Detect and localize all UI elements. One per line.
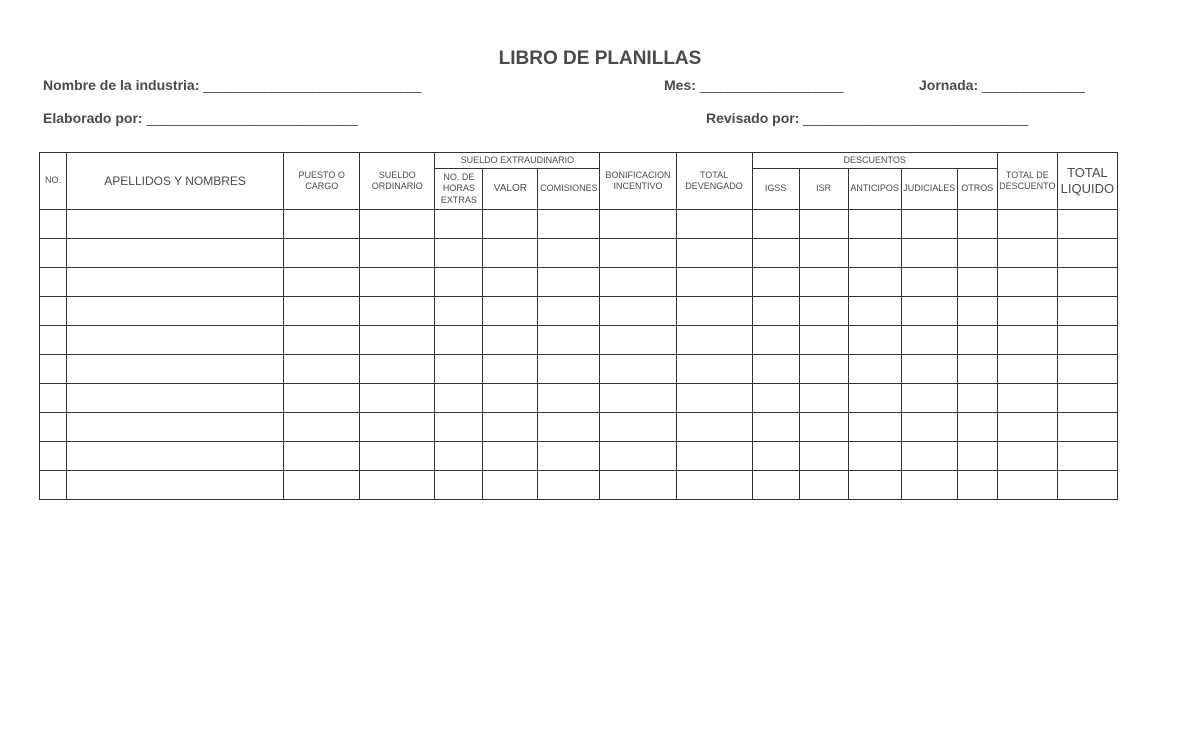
jornada-field[interactable]	[919, 77, 1084, 93]
table-cell[interactable]	[957, 210, 997, 239]
table-cell[interactable]	[997, 355, 1057, 384]
table-cell[interactable]	[848, 384, 901, 413]
table-cell[interactable]	[538, 413, 600, 442]
table-cell[interactable]	[676, 384, 752, 413]
table-cell[interactable]	[848, 268, 901, 297]
table-cell[interactable]	[1057, 297, 1117, 326]
table-cell[interactable]	[284, 384, 360, 413]
table-cell[interactable]	[284, 471, 360, 500]
table-cell[interactable]	[600, 326, 676, 355]
table-cell[interactable]	[1057, 268, 1117, 297]
table-cell[interactable]	[67, 442, 284, 471]
table-cell[interactable]	[360, 210, 435, 239]
table-cell[interactable]	[848, 297, 901, 326]
mes-blank-line: _____________________	[699, 77, 843, 93]
table-row	[40, 413, 1118, 442]
header-valor: VALOR	[483, 169, 538, 210]
table-cell[interactable]	[67, 239, 284, 268]
table-cell[interactable]	[799, 326, 848, 355]
table-cell[interactable]	[435, 442, 483, 471]
table-cell[interactable]	[483, 471, 538, 500]
table-cell[interactable]	[752, 239, 799, 268]
table-cell[interactable]	[1057, 384, 1117, 413]
header-descuentos: DESCUENTOS	[752, 153, 997, 169]
table-row	[40, 210, 1118, 239]
table-cell[interactable]	[67, 326, 284, 355]
table-cell[interactable]	[40, 442, 67, 471]
table-cell[interactable]	[435, 471, 483, 500]
table-cell[interactable]	[752, 326, 799, 355]
table-row	[40, 384, 1118, 413]
table-cell[interactable]	[284, 355, 360, 384]
table-cell[interactable]	[752, 210, 799, 239]
table-cell[interactable]	[600, 239, 676, 268]
table-cell[interactable]	[67, 268, 284, 297]
table-cell[interactable]	[67, 384, 284, 413]
table-cell[interactable]	[435, 239, 483, 268]
industria-field[interactable]	[43, 77, 420, 93]
table-cell[interactable]	[997, 442, 1057, 471]
table-cell[interactable]	[600, 268, 676, 297]
table-cell[interactable]	[483, 326, 538, 355]
table-cell[interactable]	[848, 413, 901, 442]
table-cell[interactable]	[848, 355, 901, 384]
table-cell[interactable]	[997, 268, 1057, 297]
table-cell[interactable]	[997, 384, 1057, 413]
table-cell[interactable]	[901, 413, 957, 442]
header-judiciales: JUDICIALES	[901, 169, 957, 210]
table-cell[interactable]	[957, 442, 997, 471]
table-cell[interactable]	[997, 210, 1057, 239]
table-cell[interactable]	[40, 355, 67, 384]
table-cell[interactable]	[538, 471, 600, 500]
industria-blank-line: ________________________________	[203, 77, 421, 93]
table-cell[interactable]	[901, 268, 957, 297]
table-cell[interactable]	[997, 239, 1057, 268]
table-cell[interactable]	[1057, 471, 1117, 500]
table-cell[interactable]	[360, 471, 435, 500]
table-cell[interactable]	[799, 384, 848, 413]
table-cell[interactable]	[483, 239, 538, 268]
table-cell[interactable]	[1057, 355, 1117, 384]
table-cell[interactable]	[360, 413, 435, 442]
mes-label: Mes:	[664, 77, 696, 93]
table-cell[interactable]	[360, 355, 435, 384]
table-cell[interactable]	[360, 239, 435, 268]
table-cell[interactable]	[799, 355, 848, 384]
table-cell[interactable]	[901, 471, 957, 500]
table-cell[interactable]	[538, 239, 600, 268]
table-row	[40, 326, 1118, 355]
table-cell[interactable]	[957, 384, 997, 413]
header-comisiones: COMISIONES	[538, 169, 600, 210]
table-cell[interactable]	[284, 210, 360, 239]
table-cell[interactable]	[40, 239, 67, 268]
jornada-blank-line: _______________	[982, 77, 1084, 93]
header-sueldo-ordinario: SUELDO ORDINARIO	[360, 153, 435, 210]
header-anticipos: ANTICIPOS	[848, 169, 901, 210]
header-puesto: PUESTO O CARGO	[284, 153, 360, 210]
table-cell[interactable]	[600, 210, 676, 239]
table-cell[interactable]	[799, 471, 848, 500]
table-cell[interactable]	[676, 297, 752, 326]
table-cell[interactable]	[284, 326, 360, 355]
payroll-table	[39, 152, 1118, 500]
table-cell[interactable]	[848, 471, 901, 500]
table-cell[interactable]	[40, 384, 67, 413]
table-cell[interactable]	[600, 297, 676, 326]
table-cell[interactable]	[40, 210, 67, 239]
table-cell[interactable]	[848, 210, 901, 239]
table-cell[interactable]	[752, 268, 799, 297]
table-cell[interactable]	[848, 239, 901, 268]
table-cell[interactable]	[538, 210, 600, 239]
table-cell[interactable]	[67, 210, 284, 239]
table-cell[interactable]	[752, 355, 799, 384]
table-cell[interactable]	[284, 442, 360, 471]
table-cell[interactable]	[957, 268, 997, 297]
industria-label: Nombre de la industria:	[43, 77, 200, 93]
table-cell[interactable]	[360, 384, 435, 413]
table-cell[interactable]	[901, 210, 957, 239]
header-total-descuento: TOTAL DE DESCUENTO	[997, 153, 1057, 210]
header-horas-extras: NO. DE HORAS EXTRAS	[435, 169, 483, 210]
jornada-label: Jornada:	[919, 77, 979, 93]
table-cell[interactable]	[676, 239, 752, 268]
table-cell[interactable]	[799, 239, 848, 268]
table-cell[interactable]	[752, 413, 799, 442]
table-cell[interactable]	[957, 297, 997, 326]
header-bonificacion: BONIFICACION INCENTIVO	[600, 153, 676, 210]
table-cell[interactable]	[752, 442, 799, 471]
table-cell[interactable]	[799, 297, 848, 326]
table-cell[interactable]	[360, 442, 435, 471]
elaborado-blank-line: _______________________________	[146, 110, 357, 126]
table-cell[interactable]	[483, 210, 538, 239]
table-cell[interactable]	[600, 442, 676, 471]
table-cell[interactable]	[435, 326, 483, 355]
table-row	[40, 355, 1118, 384]
table-cell[interactable]	[435, 355, 483, 384]
table-cell[interactable]	[483, 355, 538, 384]
table-cell[interactable]	[483, 384, 538, 413]
table-cell[interactable]	[435, 413, 483, 442]
table-cell[interactable]	[957, 239, 997, 268]
table-cell[interactable]	[538, 384, 600, 413]
table-cell[interactable]	[676, 326, 752, 355]
table-cell[interactable]	[600, 471, 676, 500]
table-cell[interactable]	[676, 355, 752, 384]
table-cell[interactable]	[600, 413, 676, 442]
table-cell[interactable]	[1057, 442, 1117, 471]
elaborado-field[interactable]	[43, 110, 357, 126]
table-cell[interactable]	[676, 471, 752, 500]
table-cell[interactable]	[799, 413, 848, 442]
table-cell[interactable]	[901, 239, 957, 268]
table-cell[interactable]	[67, 413, 284, 442]
table-cell[interactable]	[848, 442, 901, 471]
table-row	[40, 239, 1118, 268]
table-cell[interactable]	[676, 210, 752, 239]
table-cell[interactable]	[360, 326, 435, 355]
table-cell[interactable]	[538, 355, 600, 384]
revisado-label: Revisado por:	[706, 110, 800, 126]
table-cell[interactable]	[957, 413, 997, 442]
table-body	[40, 210, 1118, 500]
header-igss: IGSS	[752, 169, 799, 210]
mes-field[interactable]	[664, 77, 842, 93]
table-row	[40, 268, 1118, 297]
table-cell[interactable]	[483, 413, 538, 442]
table-cell[interactable]	[1057, 413, 1117, 442]
table-cell[interactable]	[538, 326, 600, 355]
table-cell[interactable]	[483, 442, 538, 471]
header-total-devengado: TOTAL DEVENGADO	[676, 153, 752, 210]
table-cell[interactable]	[752, 384, 799, 413]
table-cell[interactable]	[901, 297, 957, 326]
table-cell[interactable]	[901, 326, 957, 355]
table-cell[interactable]	[40, 268, 67, 297]
header-sueldo-extra: SUELDO EXTRAUDINARIO	[435, 153, 600, 169]
table-cell[interactable]	[1057, 239, 1117, 268]
table-cell[interactable]	[752, 471, 799, 500]
table-cell[interactable]	[1057, 326, 1117, 355]
table-cell[interactable]	[676, 413, 752, 442]
table-cell[interactable]	[284, 297, 360, 326]
revisado-field[interactable]	[706, 110, 1027, 126]
table-row	[40, 297, 1118, 326]
table-cell[interactable]	[435, 268, 483, 297]
table-cell[interactable]	[40, 471, 67, 500]
table-cell[interactable]	[799, 268, 848, 297]
table-row	[40, 442, 1118, 471]
page-title: LIBRO DE PLANILLAS	[498, 48, 702, 69]
header-otros: OTROS	[957, 169, 997, 210]
table-cell[interactable]	[483, 297, 538, 326]
table-cell[interactable]	[957, 326, 997, 355]
table-cell[interactable]	[284, 239, 360, 268]
revisado-blank-line: _________________________________	[803, 110, 1028, 126]
table-cell[interactable]	[752, 297, 799, 326]
table-cell[interactable]	[957, 355, 997, 384]
table-cell[interactable]	[538, 442, 600, 471]
table-cell[interactable]	[1057, 210, 1117, 239]
table-cell[interactable]	[901, 355, 957, 384]
table-cell[interactable]	[360, 268, 435, 297]
table-cell[interactable]	[40, 297, 67, 326]
table-cell[interactable]	[538, 268, 600, 297]
table-cell[interactable]	[435, 210, 483, 239]
table-cell[interactable]	[435, 384, 483, 413]
table-cell[interactable]	[538, 297, 600, 326]
table-row	[40, 471, 1118, 500]
table-cell[interactable]	[901, 384, 957, 413]
table-cell[interactable]	[997, 413, 1057, 442]
table-cell[interactable]	[901, 442, 957, 471]
table-cell[interactable]	[997, 471, 1057, 500]
table-cell[interactable]	[600, 355, 676, 384]
table-cell[interactable]	[40, 413, 67, 442]
table-cell[interactable]	[483, 268, 538, 297]
table-cell[interactable]	[676, 268, 752, 297]
table-cell[interactable]	[997, 297, 1057, 326]
table-cell[interactable]	[67, 471, 284, 500]
table-cell[interactable]	[676, 442, 752, 471]
elaborado-label: Elaborado por:	[43, 110, 143, 126]
header-total-liquido: TOTAL LIQUIDO	[1057, 153, 1117, 210]
table-cell[interactable]	[957, 471, 997, 500]
header-apellidos: APELLIDOS Y NOMBRES	[67, 153, 284, 210]
table-cell[interactable]	[799, 210, 848, 239]
table-cell[interactable]	[67, 297, 284, 326]
header-no: NO.	[40, 153, 67, 210]
table-cell[interactable]	[284, 268, 360, 297]
header-isr: ISR	[799, 169, 848, 210]
table-cell[interactable]	[67, 355, 284, 384]
table-cell[interactable]	[600, 384, 676, 413]
table-cell[interactable]	[360, 297, 435, 326]
table-cell[interactable]	[799, 442, 848, 471]
table-cell[interactable]	[284, 413, 360, 442]
table-cell[interactable]	[40, 326, 67, 355]
table-cell[interactable]	[848, 326, 901, 355]
table-cell[interactable]	[997, 326, 1057, 355]
table-cell[interactable]	[435, 297, 483, 326]
